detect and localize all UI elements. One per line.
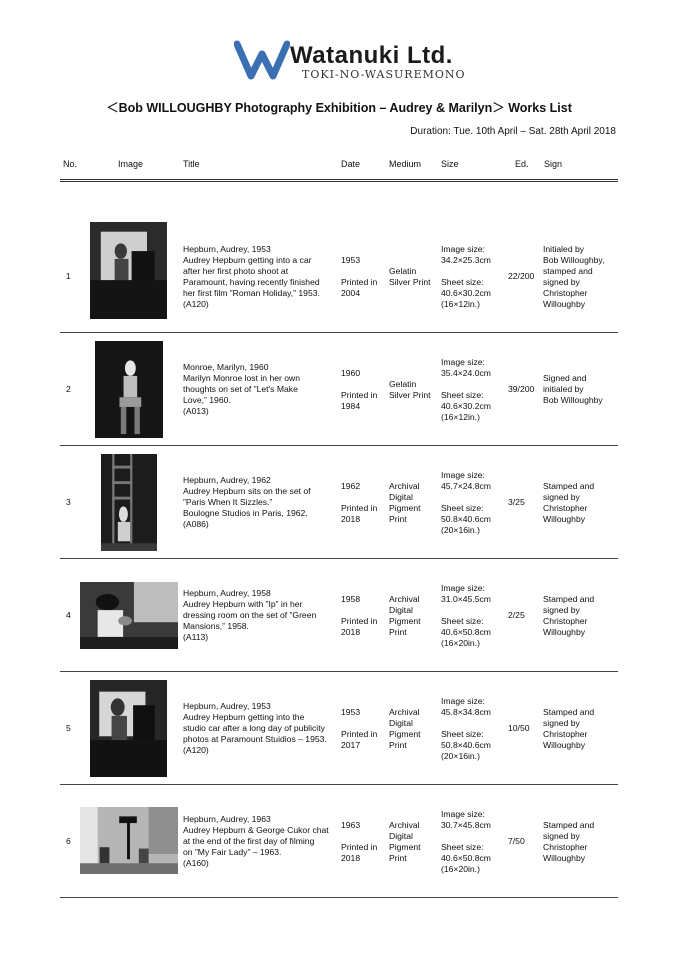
work-title <box>183 672 327 785</box>
work-size <box>441 559 491 672</box>
work-size-line: 40.6×30.2cm <box>441 287 491 298</box>
work-date-line: Printed in <box>341 841 378 852</box>
work-date <box>341 446 377 559</box>
work-medium-line: Print <box>389 852 407 863</box>
work-size-line: 40.6×30.2cm <box>441 400 491 411</box>
row-number: 2 <box>66 384 71 394</box>
work-title-line: (A120) <box>183 745 209 755</box>
work-date-line: Printed in <box>341 276 378 287</box>
logo-subtitle: TOKI-NO-WASUREMONO <box>302 68 466 81</box>
signature-info-line: initialed by <box>543 384 584 394</box>
work-date-line: Printed in <box>341 728 378 739</box>
work-size-line: Image size: <box>441 243 485 254</box>
work-medium-line: Pigment <box>389 615 421 626</box>
work-title-line: photos at Paramount Stuidios – 1953. <box>183 734 327 744</box>
signature-info-line: Initialed by <box>543 243 585 254</box>
work-title-line: (A120) <box>183 298 209 309</box>
work-title-line: Love,” 1960. <box>183 395 231 405</box>
work-date-line <box>341 831 377 842</box>
work-date <box>341 559 377 672</box>
photo-car-door <box>90 222 167 319</box>
work-size-line <box>441 605 491 616</box>
table-row <box>60 785 618 898</box>
signature-info-line: Christopher <box>543 287 588 298</box>
signature-info <box>543 785 594 898</box>
work-size-line: (16×12in.) <box>441 411 480 422</box>
work-size-line: Image size: <box>441 808 485 819</box>
signature-info <box>543 333 603 446</box>
header-ed: Ed. <box>515 159 529 169</box>
work-title-line: on ”My Fair Lady” – 1963. <box>183 847 282 857</box>
work-size-line <box>441 266 491 277</box>
edition-number: 3/25 <box>508 497 525 507</box>
work-size-line: 40.6×50.8cm <box>441 626 491 637</box>
header-sign: Sign <box>544 159 563 169</box>
work-medium-line: Print <box>389 513 407 524</box>
work-title-line: Boulogne Studios in Paris, 1962. <box>183 508 308 518</box>
work-title <box>183 220 320 333</box>
work-title-line: Monroe, Marilyn, 1960 <box>183 362 269 372</box>
work-size-line: 50.8×40.6cm <box>441 739 491 750</box>
work-size-line: 30.7×45.8cm <box>441 819 491 830</box>
work-medium-line: Archival <box>389 480 420 491</box>
signature-info-line: Willoughby <box>543 626 586 637</box>
work-date <box>341 785 377 898</box>
work-size <box>441 672 491 785</box>
header-date: Date <box>341 159 361 169</box>
work-size-line: 50.8×40.6cm <box>441 513 491 524</box>
document-title: ＜Bob WILLOUGHBY Photography Exhibition – Audrey & Marilyn＞ Works List <box>106 101 572 115</box>
edition-number: 22/200 <box>508 271 535 281</box>
work-date-line: 2018 <box>341 626 361 637</box>
work-size-line: (20×16in.) <box>441 524 480 535</box>
photo-studio-set <box>80 807 178 874</box>
work-size-line <box>441 831 491 842</box>
header-rule <box>60 179 618 182</box>
signature-info-line: Signed and <box>543 373 587 383</box>
work-title-line: dressing room on the set of ”Green <box>183 610 317 620</box>
signature-info-line: Christopher <box>543 841 588 852</box>
signature-info-line: stamped and <box>543 265 593 276</box>
work-date-line: 2004 <box>341 287 361 298</box>
work-medium-line: Gelatin <box>389 265 417 276</box>
work-size-line: 31.0×45.5cm <box>441 593 491 604</box>
row-number: 3 <box>66 497 71 507</box>
signature-info-line: Stamped and <box>543 480 595 491</box>
work-date-line: 2018 <box>341 513 361 524</box>
work-title-line: Hepburn, Audrey, 1963 <box>183 814 271 824</box>
work-title <box>183 785 329 898</box>
work-title-line: Hepburn, Audrey, 1953 <box>183 701 271 711</box>
work-title-line: Hepburn, Audrey, 1962 <box>183 475 271 485</box>
work-medium-line: Gelatin <box>389 378 417 389</box>
work-medium-line: Digital <box>389 491 413 502</box>
work-medium-line: Archival <box>389 819 420 830</box>
work-medium-line: Digital <box>389 604 413 615</box>
work-date <box>341 672 377 785</box>
edition-number: 10/50 <box>508 723 530 733</box>
work-date-line: 2018 <box>341 852 361 863</box>
work-size-line: Sheet size: <box>441 276 484 287</box>
signature-info-line: Bob Willoughby <box>543 395 603 405</box>
work-medium-line: Pigment <box>389 502 421 513</box>
work-medium-line: Pigment <box>389 728 421 739</box>
work-title <box>183 446 311 559</box>
work-size-line: Sheet size: <box>441 728 484 739</box>
work-medium <box>389 672 421 785</box>
work-date-line: 1960 <box>341 367 361 378</box>
work-title-line: Audrey Hepburn sits on the set of <box>183 486 311 496</box>
work-date-line <box>341 492 377 503</box>
work-title-line: Mansions,” 1958. <box>183 621 249 631</box>
work-medium <box>389 785 421 898</box>
work-size-line: Sheet size: <box>441 615 484 626</box>
work-size-line: Image size: <box>441 469 485 480</box>
work-medium-line: Digital <box>389 830 413 841</box>
photo-dressing-room <box>80 582 178 649</box>
work-title-line: (A086) <box>183 519 209 529</box>
work-title-line: ”Paris When It Sizzles.” <box>183 497 273 507</box>
work-title-line: Paramount, having recently finished <box>183 276 320 287</box>
work-medium <box>389 220 431 333</box>
signature-info-line: Stamped and <box>543 706 595 717</box>
signature-info-line: Christopher <box>543 502 588 513</box>
photo-marilyn-seated <box>95 341 163 438</box>
signature-info-line: Christopher <box>543 728 588 739</box>
work-title-line: Audrey Hepburn & George Cukor chat <box>183 825 329 835</box>
table-row <box>60 672 618 785</box>
signature-info-line: signed by <box>543 276 580 287</box>
work-size-line: Image size: <box>441 356 485 367</box>
work-title-line: Audrey Hepburn getting into a car <box>183 254 312 265</box>
work-size-line: 40.6×50.8cm <box>441 852 491 863</box>
work-size-line: Sheet size: <box>441 502 484 513</box>
signature-info-line: signed by <box>543 604 580 615</box>
work-title-line: Hepburn, Audrey, 1953 <box>183 243 271 254</box>
signature-info-line: Willoughby <box>543 298 586 309</box>
signature-info-line: Stamped and <box>543 819 595 830</box>
signature-info <box>543 446 594 559</box>
signature-info-line: Willoughby <box>543 852 586 863</box>
signature-info-line: Stamped and <box>543 593 595 604</box>
work-title-line: at the end of the first day of filming <box>183 836 315 846</box>
table-row <box>60 220 618 333</box>
row-number: 5 <box>66 723 71 733</box>
work-medium-line: Archival <box>389 593 420 604</box>
work-date-line <box>341 605 377 616</box>
work-medium <box>389 559 421 672</box>
work-title-line: thoughts on set of ”Let's Make <box>183 384 298 394</box>
signature-info <box>543 220 604 333</box>
work-date-line: Printed in <box>341 615 378 626</box>
photo-studio-car <box>90 680 167 777</box>
logo-name: Watanuki Ltd. <box>290 42 453 69</box>
work-title-line: Audrey Hepburn getting into the <box>183 712 305 722</box>
work-size-line <box>441 379 491 390</box>
work-title <box>183 559 316 672</box>
work-date-line: 1953 <box>341 706 361 717</box>
signature-info-line: signed by <box>543 717 580 728</box>
work-date-line: 1963 <box>341 819 361 830</box>
work-date-line: 1984 <box>341 400 361 411</box>
work-size-line: (16×20in.) <box>441 637 480 648</box>
company-logo <box>234 38 466 86</box>
work-medium-line: Print <box>389 739 407 750</box>
work-title-line: Hepburn, Audrey, 1958 <box>183 588 271 598</box>
work-date-line <box>341 718 377 729</box>
row-divider <box>60 897 618 898</box>
work-title-line: (A013) <box>183 406 209 416</box>
work-medium-line: Print <box>389 626 407 637</box>
header-size: Size <box>441 159 459 169</box>
work-size <box>441 446 491 559</box>
work-date-line: 1958 <box>341 593 361 604</box>
work-size-line <box>441 492 491 503</box>
work-size-line: Sheet size: <box>441 389 484 400</box>
row-number: 4 <box>66 610 71 620</box>
work-title-line: her first film ”Roman Holiday,” 1953. <box>183 287 320 298</box>
work-title-line: studio car after a long day of publicity <box>183 723 325 733</box>
work-medium-line: Archival <box>389 706 420 717</box>
work-date-line: Printed in <box>341 502 378 513</box>
work-title-line: Marilyn Monroe lost in her own <box>183 373 301 383</box>
work-date-line: 1953 <box>341 254 361 265</box>
logo-w-icon <box>234 38 290 80</box>
work-title-line: (A113) <box>183 632 209 642</box>
signature-info-line: signed by <box>543 491 580 502</box>
work-size-line <box>441 718 491 729</box>
work-medium <box>389 446 421 559</box>
work-size-line: 45.8×34.8cm <box>441 706 491 717</box>
work-medium <box>389 333 431 446</box>
table-row <box>60 333 618 446</box>
work-date-line <box>341 379 377 390</box>
work-medium-line: Digital <box>389 717 413 728</box>
work-size <box>441 785 491 898</box>
signature-info <box>543 559 594 672</box>
work-medium-line: Silver Print <box>389 389 431 400</box>
signature-info-line: signed by <box>543 830 580 841</box>
work-date-line: 2017 <box>341 739 361 750</box>
signature-info-line: Willoughby <box>543 739 586 750</box>
row-number: 6 <box>66 836 71 846</box>
work-size <box>441 333 491 446</box>
table-row <box>60 559 618 672</box>
work-date <box>341 220 377 333</box>
table-row <box>60 446 618 559</box>
edition-number: 7/50 <box>508 836 525 846</box>
work-title-line: after her first photo shoot at <box>183 265 289 276</box>
work-title-line: (A160) <box>183 858 209 868</box>
header-medium: Medium <box>389 159 422 169</box>
signature-info-line: Bob Willoughby, <box>543 254 605 265</box>
work-medium-line: Pigment <box>389 841 421 852</box>
work-date-line: 1962 <box>341 480 361 491</box>
header-no: No. <box>63 159 78 169</box>
exhibition-duration: Duration: Tue. 10th April – Sat. 28th April 2018 <box>410 126 616 137</box>
work-size-line: (16×20in.) <box>441 863 480 874</box>
header-title: Title <box>183 159 200 169</box>
work-medium-line: Silver Print <box>389 276 431 287</box>
work-date-line <box>341 266 377 277</box>
work-size-line: Sheet size: <box>441 841 484 852</box>
photo-ladder-set <box>101 454 157 551</box>
work-date-line: Printed in <box>341 389 378 400</box>
row-number: 1 <box>66 271 71 281</box>
work-size-line: (16×12in.) <box>441 298 480 309</box>
signature-info-line: Christopher <box>543 615 588 626</box>
work-date <box>341 333 377 446</box>
edition-number: 39/200 <box>508 384 535 394</box>
work-size-line: Image size: <box>441 582 485 593</box>
work-size-line: Image size: <box>441 695 485 706</box>
work-size-line: (20×16in.) <box>441 750 480 761</box>
work-size <box>441 220 491 333</box>
header-image: Image <box>118 159 144 169</box>
edition-number: 2/25 <box>508 610 525 620</box>
work-title <box>183 333 300 446</box>
work-size-line: 35.4×24.0cm <box>441 367 491 378</box>
signature-info-line: Willoughby <box>543 513 586 524</box>
work-size-line: 45.7×24.8cm <box>441 480 491 491</box>
work-size-line: 34.2×25.3cm <box>441 254 491 265</box>
work-title-line: Audrey Hepburn with ”Ip” in her <box>183 599 303 609</box>
signature-info <box>543 672 594 785</box>
